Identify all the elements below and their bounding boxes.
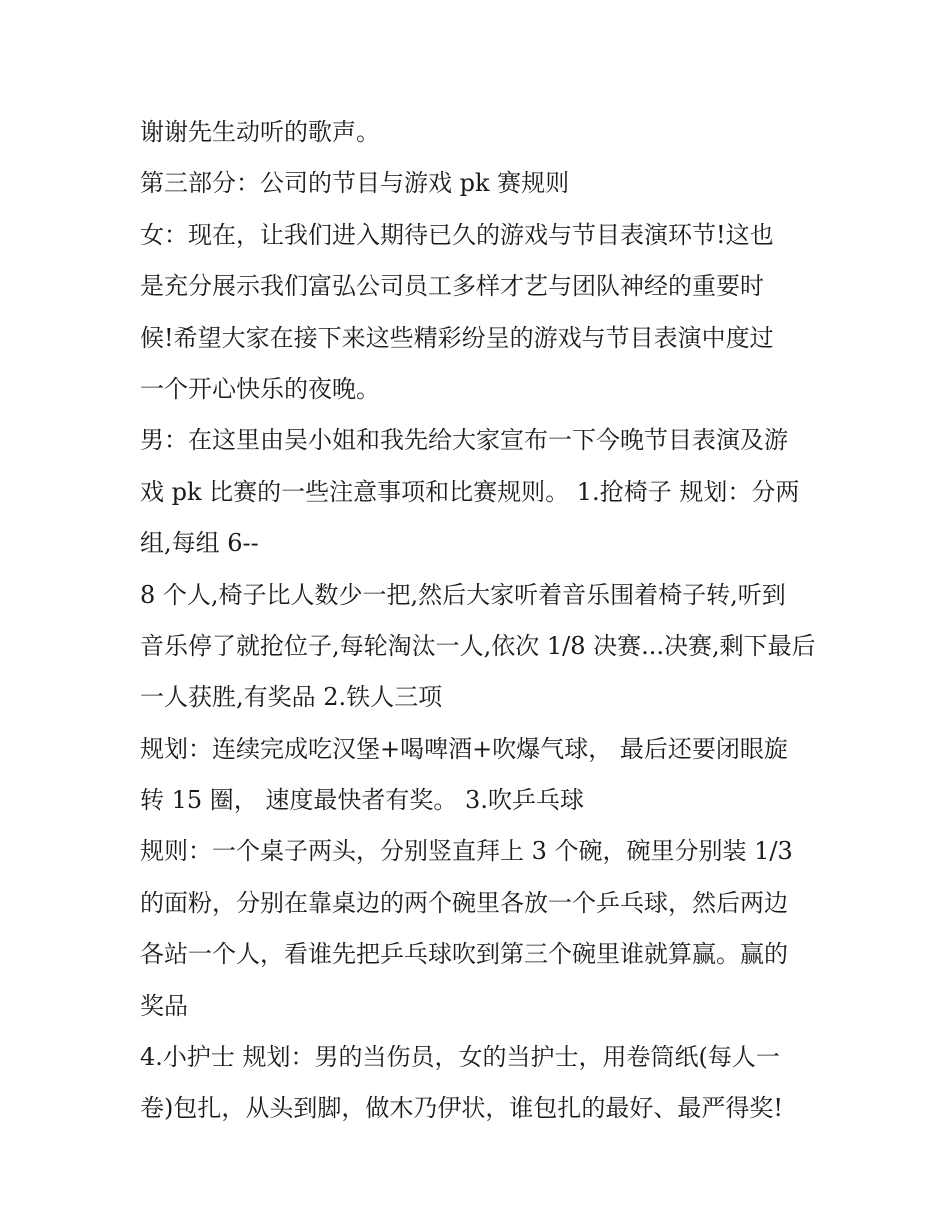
text-line-3: 女：现在，让我们进入期待已久的游戏与节目表演环节!这也 xyxy=(140,220,774,249)
text-line-11: 音乐停了就抢位子,每轮淘汰一人,依次 1/8 决赛...决赛,剩下最后 xyxy=(140,631,816,660)
text-line-15: 规则：一个桌子两头，分别竖直拜上 3 个碗，碗里分别装 1/3 xyxy=(140,837,793,866)
section-heading: 第三部分：公司的节目与游戏 pk 赛规则 xyxy=(140,169,570,198)
text-line-6: 一个开心快乐的夜晚。 xyxy=(140,374,380,403)
text-line-20: 卷)包扎，从头到脚，做木乃伊状，谁包扎的最好、最严得奖! xyxy=(140,1094,784,1123)
text-line-18: 奖品 xyxy=(140,991,188,1020)
text-line-14: 转 15 圈， 速度最快者有奖。 3.吹乒乓球 xyxy=(140,786,584,815)
text-line-5: 候!希望大家在接下来这些精彩纷呈的游戏与节目表演中度过 xyxy=(140,323,774,352)
text-line-1: 谢谢先生动听的歌声。 xyxy=(140,118,380,146)
document-body xyxy=(140,107,820,1135)
text-line-16: 的面粉，分别在靠桌边的两个碗里各放一个乒乓球，然后两边 xyxy=(140,888,788,917)
text-line-8: 戏 pk 比赛的一些注意事项和比赛规则。 1.抢椅子 规划：分两 xyxy=(140,477,800,506)
text-line-4: 是充分展示我们富弘公司员工多样才艺与团队神经的重要时 xyxy=(140,272,764,301)
text-line-9: 组,每组 6-- xyxy=(140,529,259,558)
text-line-12: 一人获胜,有奖品 2.铁人三项 xyxy=(140,683,443,712)
text-line-10: 8 个人,椅子比人数少一把,然后大家听着音乐围着椅子转,听到 xyxy=(140,580,786,609)
text-line-17: 各站一个人，看谁先把乒乓球吹到第三个碗里谁就算赢。赢的 xyxy=(140,940,788,969)
text-line-7: 男：在这里由吴小姐和我先给大家宣布一下今晚节目表演及游 xyxy=(140,426,788,455)
text-line-13: 规划：连续完成吃汉堡+喝啤酒+吹爆气球， 最后还要闭眼旋 xyxy=(140,734,788,763)
text-line-19: 4.小护士 规划：男的当伤员，女的当护士，用卷筒纸(每人一 xyxy=(140,1043,780,1072)
